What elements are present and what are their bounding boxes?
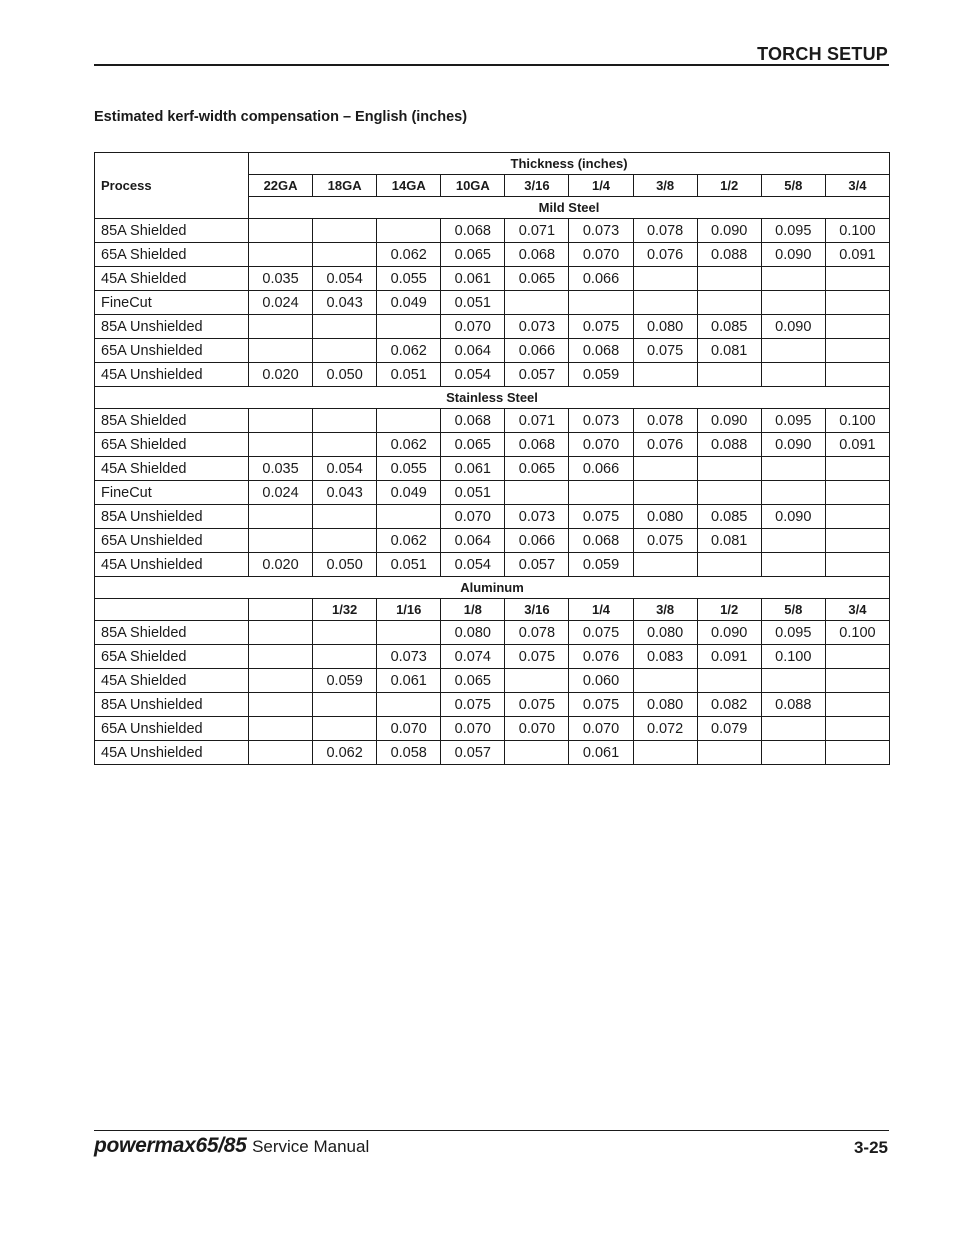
kerf-value-cell: 0.068 <box>441 219 505 243</box>
kerf-value-cell: 0.059 <box>313 669 377 693</box>
kerf-value-cell: 0.061 <box>569 741 633 765</box>
table-row <box>95 433 890 457</box>
kerf-value-cell <box>761 669 825 693</box>
kerf-width-table <box>94 152 890 765</box>
kerf-value-cell: 0.059 <box>569 553 633 577</box>
kerf-value-cell: 0.054 <box>313 267 377 291</box>
process-name: 45A Shielded <box>95 669 249 693</box>
kerf-value-cell <box>569 291 633 315</box>
table-row <box>95 481 890 505</box>
kerf-value-cell: 0.062 <box>377 339 441 363</box>
process-name: 85A Unshielded <box>95 505 249 529</box>
stainless-steel-rows <box>95 409 890 577</box>
kerf-value-cell: 0.020 <box>249 553 313 577</box>
kerf-value-cell <box>825 693 889 717</box>
kerf-value-cell <box>633 553 697 577</box>
kerf-value-cell <box>377 505 441 529</box>
kerf-value-cell: 0.076 <box>633 433 697 457</box>
kerf-value-cell <box>377 693 441 717</box>
process-name: 45A Unshielded <box>95 363 249 387</box>
kerf-value-cell: 0.083 <box>633 645 697 669</box>
kerf-value-cell <box>505 741 569 765</box>
kerf-value-cell: 0.079 <box>697 717 761 741</box>
thickness-header: Thickness (inches) <box>249 153 890 175</box>
kerf-value-cell <box>313 315 377 339</box>
kerf-value-cell <box>249 621 313 645</box>
kerf-value-cell: 0.062 <box>377 433 441 457</box>
column-header: 3/8 <box>633 175 697 197</box>
kerf-value-cell: 0.065 <box>441 433 505 457</box>
kerf-value-cell: 0.049 <box>377 291 441 315</box>
kerf-value-cell: 0.091 <box>825 243 889 267</box>
kerf-value-cell <box>313 693 377 717</box>
table-row <box>95 621 890 645</box>
kerf-value-cell: 0.051 <box>377 553 441 577</box>
table-row <box>95 669 890 693</box>
kerf-value-cell <box>825 315 889 339</box>
column-header: 1/4 <box>569 175 633 197</box>
kerf-value-cell <box>825 339 889 363</box>
kerf-value-cell <box>633 741 697 765</box>
process-name: FineCut <box>95 481 249 505</box>
kerf-value-cell: 0.065 <box>505 457 569 481</box>
column-header: 5/8 <box>761 175 825 197</box>
kerf-value-cell: 0.090 <box>697 219 761 243</box>
process-name: 85A Shielded <box>95 621 249 645</box>
kerf-value-cell: 0.070 <box>377 717 441 741</box>
column-header: 1/2 <box>697 175 761 197</box>
kerf-value-cell <box>249 409 313 433</box>
kerf-value-cell <box>761 457 825 481</box>
table-row <box>95 339 890 363</box>
kerf-value-cell: 0.088 <box>697 243 761 267</box>
kerf-value-cell: 0.090 <box>761 433 825 457</box>
table-row <box>95 645 890 669</box>
kerf-value-cell: 0.073 <box>505 315 569 339</box>
kerf-value-cell <box>249 669 313 693</box>
kerf-value-cell: 0.057 <box>505 553 569 577</box>
kerf-value-cell: 0.058 <box>377 741 441 765</box>
table-row <box>95 243 890 267</box>
kerf-value-cell: 0.073 <box>569 219 633 243</box>
kerf-value-cell: 0.060 <box>569 669 633 693</box>
kerf-value-cell <box>313 409 377 433</box>
kerf-value-cell <box>249 339 313 363</box>
kerf-value-cell <box>825 645 889 669</box>
kerf-value-cell: 0.043 <box>313 291 377 315</box>
kerf-value-cell <box>249 505 313 529</box>
kerf-value-cell: 0.100 <box>761 645 825 669</box>
column-header: 1/8 <box>441 599 505 621</box>
kerf-value-cell: 0.020 <box>249 363 313 387</box>
kerf-value-cell: 0.075 <box>633 339 697 363</box>
kerf-value-cell: 0.075 <box>505 693 569 717</box>
kerf-value-cell: 0.075 <box>569 315 633 339</box>
kerf-value-cell: 0.024 <box>249 291 313 315</box>
kerf-value-cell: 0.043 <box>313 481 377 505</box>
table-row <box>95 457 890 481</box>
kerf-value-cell: 0.091 <box>697 645 761 669</box>
table-row <box>95 409 890 433</box>
process-name: 65A Unshielded <box>95 717 249 741</box>
column-header: 3/16 <box>505 599 569 621</box>
kerf-value-cell: 0.064 <box>441 339 505 363</box>
kerf-value-cell: 0.065 <box>441 669 505 693</box>
kerf-value-cell: 0.070 <box>441 717 505 741</box>
kerf-value-cell <box>377 315 441 339</box>
table-title: Estimated kerf-width compensation – English (inches) <box>94 109 468 125</box>
process-name: FineCut <box>95 291 249 315</box>
process-name: 85A Shielded <box>95 409 249 433</box>
kerf-value-cell <box>505 291 569 315</box>
kerf-value-cell: 0.076 <box>633 243 697 267</box>
kerf-value-cell: 0.066 <box>569 457 633 481</box>
kerf-value-cell <box>249 219 313 243</box>
kerf-value-cell: 0.075 <box>569 621 633 645</box>
kerf-value-cell <box>697 741 761 765</box>
kerf-value-cell <box>377 621 441 645</box>
column-header: 3/4 <box>825 599 889 621</box>
kerf-value-cell: 0.068 <box>505 433 569 457</box>
kerf-value-cell: 0.080 <box>633 693 697 717</box>
kerf-value-cell: 0.064 <box>441 529 505 553</box>
kerf-value-cell <box>825 481 889 505</box>
kerf-value-cell: 0.055 <box>377 267 441 291</box>
process-blank-cell <box>95 599 249 621</box>
kerf-value-cell <box>825 669 889 693</box>
kerf-value-cell: 0.075 <box>633 529 697 553</box>
kerf-value-cell <box>761 553 825 577</box>
kerf-value-cell <box>761 741 825 765</box>
kerf-value-cell: 0.081 <box>697 339 761 363</box>
kerf-value-cell <box>313 621 377 645</box>
page-number: 3-25 <box>853 1138 888 1157</box>
kerf-value-cell: 0.080 <box>441 621 505 645</box>
kerf-value-cell: 0.068 <box>569 529 633 553</box>
kerf-value-cell: 0.075 <box>505 645 569 669</box>
kerf-value-cell <box>313 717 377 741</box>
process-name: 65A Shielded <box>95 243 249 267</box>
kerf-value-cell: 0.095 <box>761 409 825 433</box>
kerf-value-cell <box>249 717 313 741</box>
kerf-value-cell: 0.066 <box>505 529 569 553</box>
kerf-value-cell: 0.071 <box>505 409 569 433</box>
kerf-value-cell <box>761 267 825 291</box>
kerf-value-cell: 0.070 <box>569 717 633 741</box>
kerf-value-cell <box>313 243 377 267</box>
kerf-value-cell: 0.076 <box>569 645 633 669</box>
kerf-value-cell: 0.088 <box>761 693 825 717</box>
kerf-value-cell: 0.035 <box>249 267 313 291</box>
kerf-value-cell: 0.091 <box>825 433 889 457</box>
column-header: 18GA <box>313 175 377 197</box>
table-row <box>95 741 890 765</box>
kerf-value-cell <box>825 267 889 291</box>
column-header: 1/32 <box>313 599 377 621</box>
kerf-value-cell <box>249 433 313 457</box>
table-row <box>95 529 890 553</box>
kerf-value-cell <box>825 457 889 481</box>
process-name: 85A Unshielded <box>95 693 249 717</box>
kerf-value-cell: 0.061 <box>441 457 505 481</box>
kerf-value-cell <box>249 243 313 267</box>
kerf-value-cell <box>761 529 825 553</box>
kerf-value-cell <box>633 363 697 387</box>
footer-brand <box>94 1134 369 1158</box>
manual-title: Service Manual <box>252 1137 370 1156</box>
process-name: 65A Shielded <box>95 433 249 457</box>
kerf-value-cell <box>313 339 377 363</box>
kerf-value-cell: 0.057 <box>441 741 505 765</box>
kerf-value-cell: 0.054 <box>441 553 505 577</box>
table-row <box>95 717 890 741</box>
kerf-value-cell: 0.061 <box>377 669 441 693</box>
kerf-value-cell <box>761 291 825 315</box>
kerf-value-cell <box>313 505 377 529</box>
process-name: 45A Shielded <box>95 457 249 481</box>
kerf-value-cell: 0.070 <box>441 505 505 529</box>
mild-steel-rows <box>95 219 890 387</box>
kerf-value-cell: 0.090 <box>761 243 825 267</box>
kerf-value-cell <box>761 339 825 363</box>
process-name: 85A Shielded <box>95 219 249 243</box>
kerf-value-cell: 0.062 <box>377 529 441 553</box>
column-header: 10GA <box>441 175 505 197</box>
kerf-value-cell <box>825 529 889 553</box>
kerf-value-cell: 0.078 <box>505 621 569 645</box>
kerf-value-cell: 0.068 <box>505 243 569 267</box>
table-row <box>95 505 890 529</box>
kerf-value-cell <box>313 219 377 243</box>
column-header: 3/8 <box>633 599 697 621</box>
kerf-value-cell: 0.075 <box>569 505 633 529</box>
table-row <box>95 291 890 315</box>
kerf-value-cell: 0.051 <box>441 481 505 505</box>
column-header: 5/8 <box>761 599 825 621</box>
kerf-value-cell <box>377 219 441 243</box>
kerf-value-cell: 0.065 <box>441 243 505 267</box>
kerf-value-cell: 0.075 <box>441 693 505 717</box>
brand-logo-text: powermax65/85 <box>94 1134 247 1157</box>
table-row <box>95 267 890 291</box>
table-row <box>95 553 890 577</box>
kerf-value-cell: 0.057 <box>505 363 569 387</box>
kerf-value-cell: 0.049 <box>377 481 441 505</box>
column-header: 22GA <box>249 175 313 197</box>
header-rule <box>94 64 889 66</box>
kerf-value-cell <box>697 457 761 481</box>
kerf-value-cell: 0.095 <box>761 621 825 645</box>
kerf-value-cell <box>633 291 697 315</box>
process-name: 65A Unshielded <box>95 529 249 553</box>
kerf-value-cell: 0.071 <box>505 219 569 243</box>
kerf-value-cell: 0.051 <box>441 291 505 315</box>
kerf-value-cell <box>825 291 889 315</box>
kerf-value-cell <box>825 505 889 529</box>
process-name: 65A Unshielded <box>95 339 249 363</box>
kerf-value-cell: 0.075 <box>569 693 633 717</box>
kerf-value-cell <box>313 645 377 669</box>
kerf-value-cell: 0.072 <box>633 717 697 741</box>
kerf-value-cell <box>697 291 761 315</box>
kerf-value-cell <box>761 717 825 741</box>
kerf-value-cell <box>633 267 697 291</box>
group-header-mild-steel: Mild Steel <box>249 197 890 219</box>
kerf-value-cell <box>633 457 697 481</box>
process-name: 65A Shielded <box>95 645 249 669</box>
kerf-value-cell: 0.090 <box>761 505 825 529</box>
kerf-value-cell <box>697 267 761 291</box>
kerf-value-cell: 0.082 <box>697 693 761 717</box>
kerf-value-cell: 0.090 <box>697 409 761 433</box>
kerf-value-cell: 0.100 <box>825 409 889 433</box>
kerf-value-cell: 0.066 <box>569 267 633 291</box>
column-header: 3/4 <box>825 175 889 197</box>
kerf-value-cell: 0.054 <box>313 457 377 481</box>
kerf-value-cell: 0.080 <box>633 315 697 339</box>
footer-rule <box>94 1130 889 1131</box>
column-header: 14GA <box>377 175 441 197</box>
kerf-value-cell <box>249 741 313 765</box>
column-header: 1/2 <box>697 599 761 621</box>
section-header: TORCH SETUP <box>757 44 888 64</box>
kerf-value-cell: 0.078 <box>633 219 697 243</box>
kerf-value-cell <box>505 481 569 505</box>
kerf-value-cell <box>697 669 761 693</box>
kerf-value-cell: 0.100 <box>825 621 889 645</box>
kerf-value-cell: 0.070 <box>569 433 633 457</box>
process-name: 45A Unshielded <box>95 741 249 765</box>
kerf-value-cell <box>825 363 889 387</box>
kerf-value-cell: 0.070 <box>441 315 505 339</box>
kerf-value-cell <box>633 669 697 693</box>
kerf-value-cell <box>249 645 313 669</box>
kerf-value-cell <box>249 529 313 553</box>
kerf-value-cell: 0.090 <box>761 315 825 339</box>
kerf-value-cell <box>569 481 633 505</box>
kerf-value-cell: 0.081 <box>697 529 761 553</box>
process-header: Process <box>95 153 249 219</box>
kerf-value-cell: 0.074 <box>441 645 505 669</box>
kerf-value-cell: 0.065 <box>505 267 569 291</box>
kerf-value-cell <box>313 529 377 553</box>
kerf-value-cell: 0.090 <box>697 621 761 645</box>
column-header: 1/16 <box>377 599 441 621</box>
kerf-value-cell: 0.066 <box>505 339 569 363</box>
kerf-value-cell <box>377 409 441 433</box>
kerf-value-cell: 0.095 <box>761 219 825 243</box>
table-row <box>95 693 890 717</box>
kerf-value-cell <box>697 481 761 505</box>
kerf-value-cell <box>825 741 889 765</box>
kerf-value-cell: 0.078 <box>633 409 697 433</box>
kerf-value-cell <box>249 693 313 717</box>
kerf-value-cell: 0.073 <box>505 505 569 529</box>
kerf-value-cell: 0.059 <box>569 363 633 387</box>
kerf-value-cell <box>825 717 889 741</box>
kerf-value-cell: 0.035 <box>249 457 313 481</box>
column-header: 3/16 <box>505 175 569 197</box>
kerf-value-cell <box>633 481 697 505</box>
process-name: 85A Unshielded <box>95 315 249 339</box>
kerf-value-cell: 0.085 <box>697 315 761 339</box>
kerf-value-cell: 0.068 <box>441 409 505 433</box>
table-row <box>95 363 890 387</box>
kerf-value-cell <box>697 363 761 387</box>
group-header-aluminum: Aluminum <box>95 577 890 599</box>
table-row <box>95 315 890 339</box>
kerf-value-cell <box>825 553 889 577</box>
kerf-value-cell <box>697 553 761 577</box>
aluminum-rows <box>95 621 890 765</box>
column-header: 1/4 <box>569 599 633 621</box>
kerf-value-cell: 0.055 <box>377 457 441 481</box>
kerf-value-cell: 0.070 <box>569 243 633 267</box>
kerf-value-cell: 0.054 <box>441 363 505 387</box>
table-row <box>95 219 890 243</box>
kerf-value-cell: 0.100 <box>825 219 889 243</box>
kerf-value-cell: 0.050 <box>313 363 377 387</box>
process-name: 45A Shielded <box>95 267 249 291</box>
kerf-value-cell <box>249 315 313 339</box>
kerf-value-cell: 0.080 <box>633 621 697 645</box>
kerf-value-cell <box>761 481 825 505</box>
kerf-value-cell: 0.068 <box>569 339 633 363</box>
kerf-value-cell: 0.051 <box>377 363 441 387</box>
kerf-value-cell: 0.050 <box>313 553 377 577</box>
kerf-value-cell: 0.061 <box>441 267 505 291</box>
kerf-value-cell: 0.073 <box>569 409 633 433</box>
kerf-value-cell <box>313 433 377 457</box>
kerf-value-cell: 0.088 <box>697 433 761 457</box>
kerf-value-cell: 0.062 <box>377 243 441 267</box>
kerf-value-cell: 0.073 <box>377 645 441 669</box>
kerf-value-cell: 0.080 <box>633 505 697 529</box>
kerf-value-cell: 0.062 <box>313 741 377 765</box>
aluminum-column-header-row <box>95 599 890 621</box>
kerf-value-cell: 0.024 <box>249 481 313 505</box>
kerf-value-cell <box>761 363 825 387</box>
group-header-stainless-steel: Stainless Steel <box>95 387 890 409</box>
process-name: 45A Unshielded <box>95 553 249 577</box>
kerf-value-cell: 0.070 <box>505 717 569 741</box>
kerf-value-cell: 0.085 <box>697 505 761 529</box>
column-header <box>249 599 313 621</box>
kerf-value-cell <box>505 669 569 693</box>
